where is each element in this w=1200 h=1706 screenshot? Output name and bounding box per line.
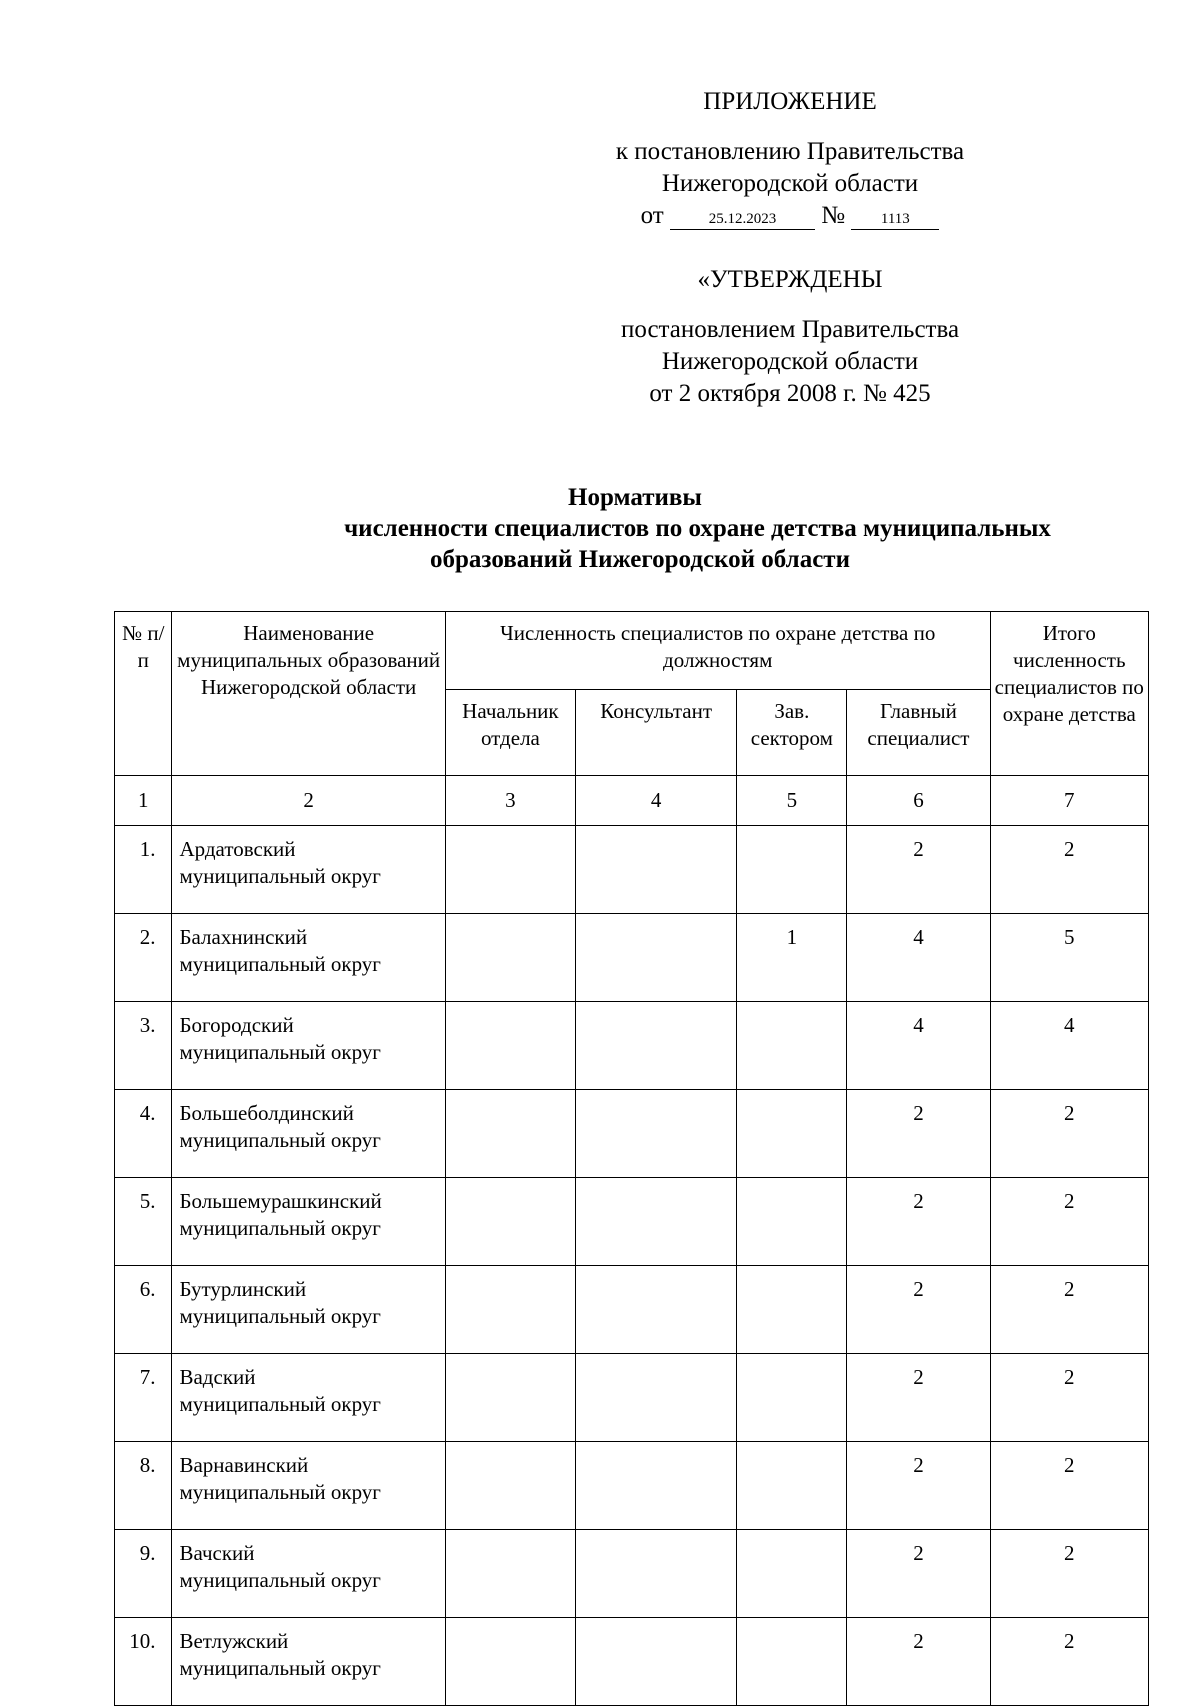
- chief-count: 2: [847, 1090, 990, 1178]
- municipality-name-line-2: муниципальный округ: [179, 952, 381, 976]
- head-count: [445, 1530, 575, 1618]
- consultant-count: [575, 826, 736, 914]
- column-number: 4: [575, 776, 736, 826]
- column-number: 1: [115, 776, 172, 826]
- municipality-name: [172, 1354, 445, 1442]
- total-count: 2: [990, 1618, 1148, 1706]
- approved-title: [560, 264, 1020, 296]
- consultant-count: [575, 1442, 736, 1530]
- consultant-count: [575, 1002, 736, 1090]
- appendix-label: ПРИЛОЖЕНИЕ: [703, 88, 877, 115]
- consultant-count: [575, 1090, 736, 1178]
- municipality-name-line-2: муниципальный округ: [179, 864, 381, 888]
- sector-count: [737, 1090, 847, 1178]
- sector-count: [737, 1354, 847, 1442]
- title-line-3: образований Нижегородской области: [430, 546, 850, 573]
- total-count: 2: [990, 1354, 1148, 1442]
- approved-line-1: постановлением Правительства: [620, 316, 960, 343]
- head-count: [445, 1618, 575, 1706]
- municipality-name-line-2: муниципальный округ: [179, 1304, 381, 1328]
- decree-date-line: [560, 200, 1020, 232]
- number-sign: №: [821, 202, 846, 229]
- row-number: 5.: [115, 1178, 172, 1266]
- header-name: Наименование муниципальных образований Нижегородской области: [172, 612, 445, 776]
- head-count: [445, 826, 575, 914]
- approved-line-2: Нижегородской области: [661, 348, 919, 375]
- municipality-name-line-1: Богородский: [179, 1013, 294, 1037]
- title-line-1: Нормативы: [568, 484, 702, 511]
- header-consultant: Консультант: [575, 690, 736, 776]
- row-number: 9.: [115, 1530, 172, 1618]
- total-count: 2: [990, 826, 1148, 914]
- column-number: 5: [737, 776, 847, 826]
- approved-by: [560, 314, 1020, 410]
- chief-count: 2: [847, 1618, 990, 1706]
- municipality-name-line-2: муниципальный округ: [179, 1568, 381, 1592]
- total-count: 2: [990, 1178, 1148, 1266]
- chief-count: 2: [847, 826, 990, 914]
- row-number: 10.: [115, 1618, 172, 1706]
- municipality-name-line-1: Большеболдинский: [179, 1101, 354, 1125]
- chief-count: 2: [847, 1354, 990, 1442]
- municipality-name: [172, 1442, 445, 1530]
- date-prefix: от: [640, 202, 664, 229]
- total-count: 2: [990, 1266, 1148, 1354]
- decree-line-2: Нижегородской области: [661, 170, 919, 197]
- head-count: [445, 1002, 575, 1090]
- table-row: [115, 1090, 1149, 1178]
- norms-table: [114, 611, 1149, 1706]
- approved-line-3: от 2 октября 2008 г. № 425: [649, 380, 931, 407]
- sector-count: [737, 1618, 847, 1706]
- decree-date: 25.12.2023: [670, 209, 815, 230]
- decree-reference: [560, 136, 1020, 232]
- consultant-count: [575, 1618, 736, 1706]
- column-number: 6: [847, 776, 990, 826]
- column-numbers-row: [115, 776, 1149, 826]
- chief-count: 2: [847, 1442, 990, 1530]
- sector-count: [737, 1002, 847, 1090]
- municipality-name: [172, 1002, 445, 1090]
- table-row: [115, 1530, 1149, 1618]
- header-group: Численность специалистов по охране детства по должностям: [445, 612, 990, 690]
- municipality-name-line-1: Большемурашкинский: [179, 1189, 382, 1213]
- title-line-2: численности специалистов по охране детства муниципальных: [344, 515, 1051, 542]
- row-number: 1.: [115, 826, 172, 914]
- column-number: 7: [990, 776, 1148, 826]
- municipality-name-line-1: Вадский: [179, 1365, 256, 1389]
- municipality-name-line-2: муниципальный округ: [179, 1392, 381, 1416]
- municipality-name: [172, 1178, 445, 1266]
- consultant-count: [575, 914, 736, 1002]
- table-row: [115, 1618, 1149, 1706]
- header-row-1: [115, 612, 1149, 690]
- table-row: [115, 914, 1149, 1002]
- header-head: Начальник отдела: [445, 690, 575, 776]
- municipality-name-line-2: муниципальный округ: [179, 1216, 381, 1240]
- sector-count: [737, 1266, 847, 1354]
- chief-count: 2: [847, 1266, 990, 1354]
- chief-count: 2: [847, 1178, 990, 1266]
- row-number: 7.: [115, 1354, 172, 1442]
- municipality-name-line-1: Варнавинский: [179, 1453, 309, 1477]
- approved-label: «УТВЕРЖДЕНЫ: [697, 266, 883, 293]
- row-number: 3.: [115, 1002, 172, 1090]
- municipality-name-line-1: Балахнинский: [179, 925, 308, 949]
- sector-count: [737, 1178, 847, 1266]
- decree-line-1: к постановлению Правительства: [615, 138, 965, 165]
- consultant-count: [575, 1354, 736, 1442]
- municipality-name-line-1: Ветлужский: [179, 1629, 289, 1653]
- head-count: [445, 1266, 575, 1354]
- municipality-name: [172, 1266, 445, 1354]
- header-no: № п/п: [115, 612, 172, 776]
- municipality-name-line-1: Ардатовский: [179, 837, 296, 861]
- head-count: [445, 1090, 575, 1178]
- row-number: 6.: [115, 1266, 172, 1354]
- sector-count: [737, 1530, 847, 1618]
- municipality-name: [172, 1530, 445, 1618]
- municipality-name-line-2: муниципальный округ: [179, 1040, 381, 1064]
- document-title: [120, 482, 1150, 575]
- header-chief: Главный специалист: [847, 690, 990, 776]
- chief-count: 4: [847, 914, 990, 1002]
- sector-count: [737, 1442, 847, 1530]
- chief-count: 4: [847, 1002, 990, 1090]
- total-count: 2: [990, 1530, 1148, 1618]
- municipality-name: [172, 1618, 445, 1706]
- total-count: 4: [990, 1002, 1148, 1090]
- decree-number: 1113: [851, 209, 939, 230]
- header-total: Итого численность специалистов по охране детства: [990, 612, 1148, 776]
- table-row: [115, 826, 1149, 914]
- total-count: 2: [990, 1442, 1148, 1530]
- table-row: [115, 1442, 1149, 1530]
- row-number: 2.: [115, 914, 172, 1002]
- column-number: 2: [172, 776, 445, 826]
- municipality-name-line-2: муниципальный округ: [179, 1128, 381, 1152]
- consultant-count: [575, 1266, 736, 1354]
- sector-count: [737, 826, 847, 914]
- head-count: [445, 914, 575, 1002]
- appendix-title: [560, 86, 1020, 118]
- head-count: [445, 1178, 575, 1266]
- municipality-name-line-2: муниципальный округ: [179, 1656, 381, 1680]
- row-number: 4.: [115, 1090, 172, 1178]
- municipality-name: [172, 914, 445, 1002]
- header-sector: Зав. сектором: [737, 690, 847, 776]
- municipality-name-line-1: Вачский: [179, 1541, 255, 1565]
- total-count: 2: [990, 1090, 1148, 1178]
- municipality-name: [172, 1090, 445, 1178]
- table-row: [115, 1354, 1149, 1442]
- municipality-name: [172, 826, 445, 914]
- row-number: 8.: [115, 1442, 172, 1530]
- column-number: 3: [445, 776, 575, 826]
- consultant-count: [575, 1530, 736, 1618]
- table-row: [115, 1002, 1149, 1090]
- municipality-name-line-1: Бутурлинский: [179, 1277, 307, 1301]
- head-count: [445, 1442, 575, 1530]
- table-row: [115, 1178, 1149, 1266]
- municipality-name-line-2: муниципальный округ: [179, 1480, 381, 1504]
- table-row: [115, 1266, 1149, 1354]
- sector-count: 1: [737, 914, 847, 1002]
- total-count: 5: [990, 914, 1148, 1002]
- chief-count: 2: [847, 1530, 990, 1618]
- head-count: [445, 1354, 575, 1442]
- consultant-count: [575, 1178, 736, 1266]
